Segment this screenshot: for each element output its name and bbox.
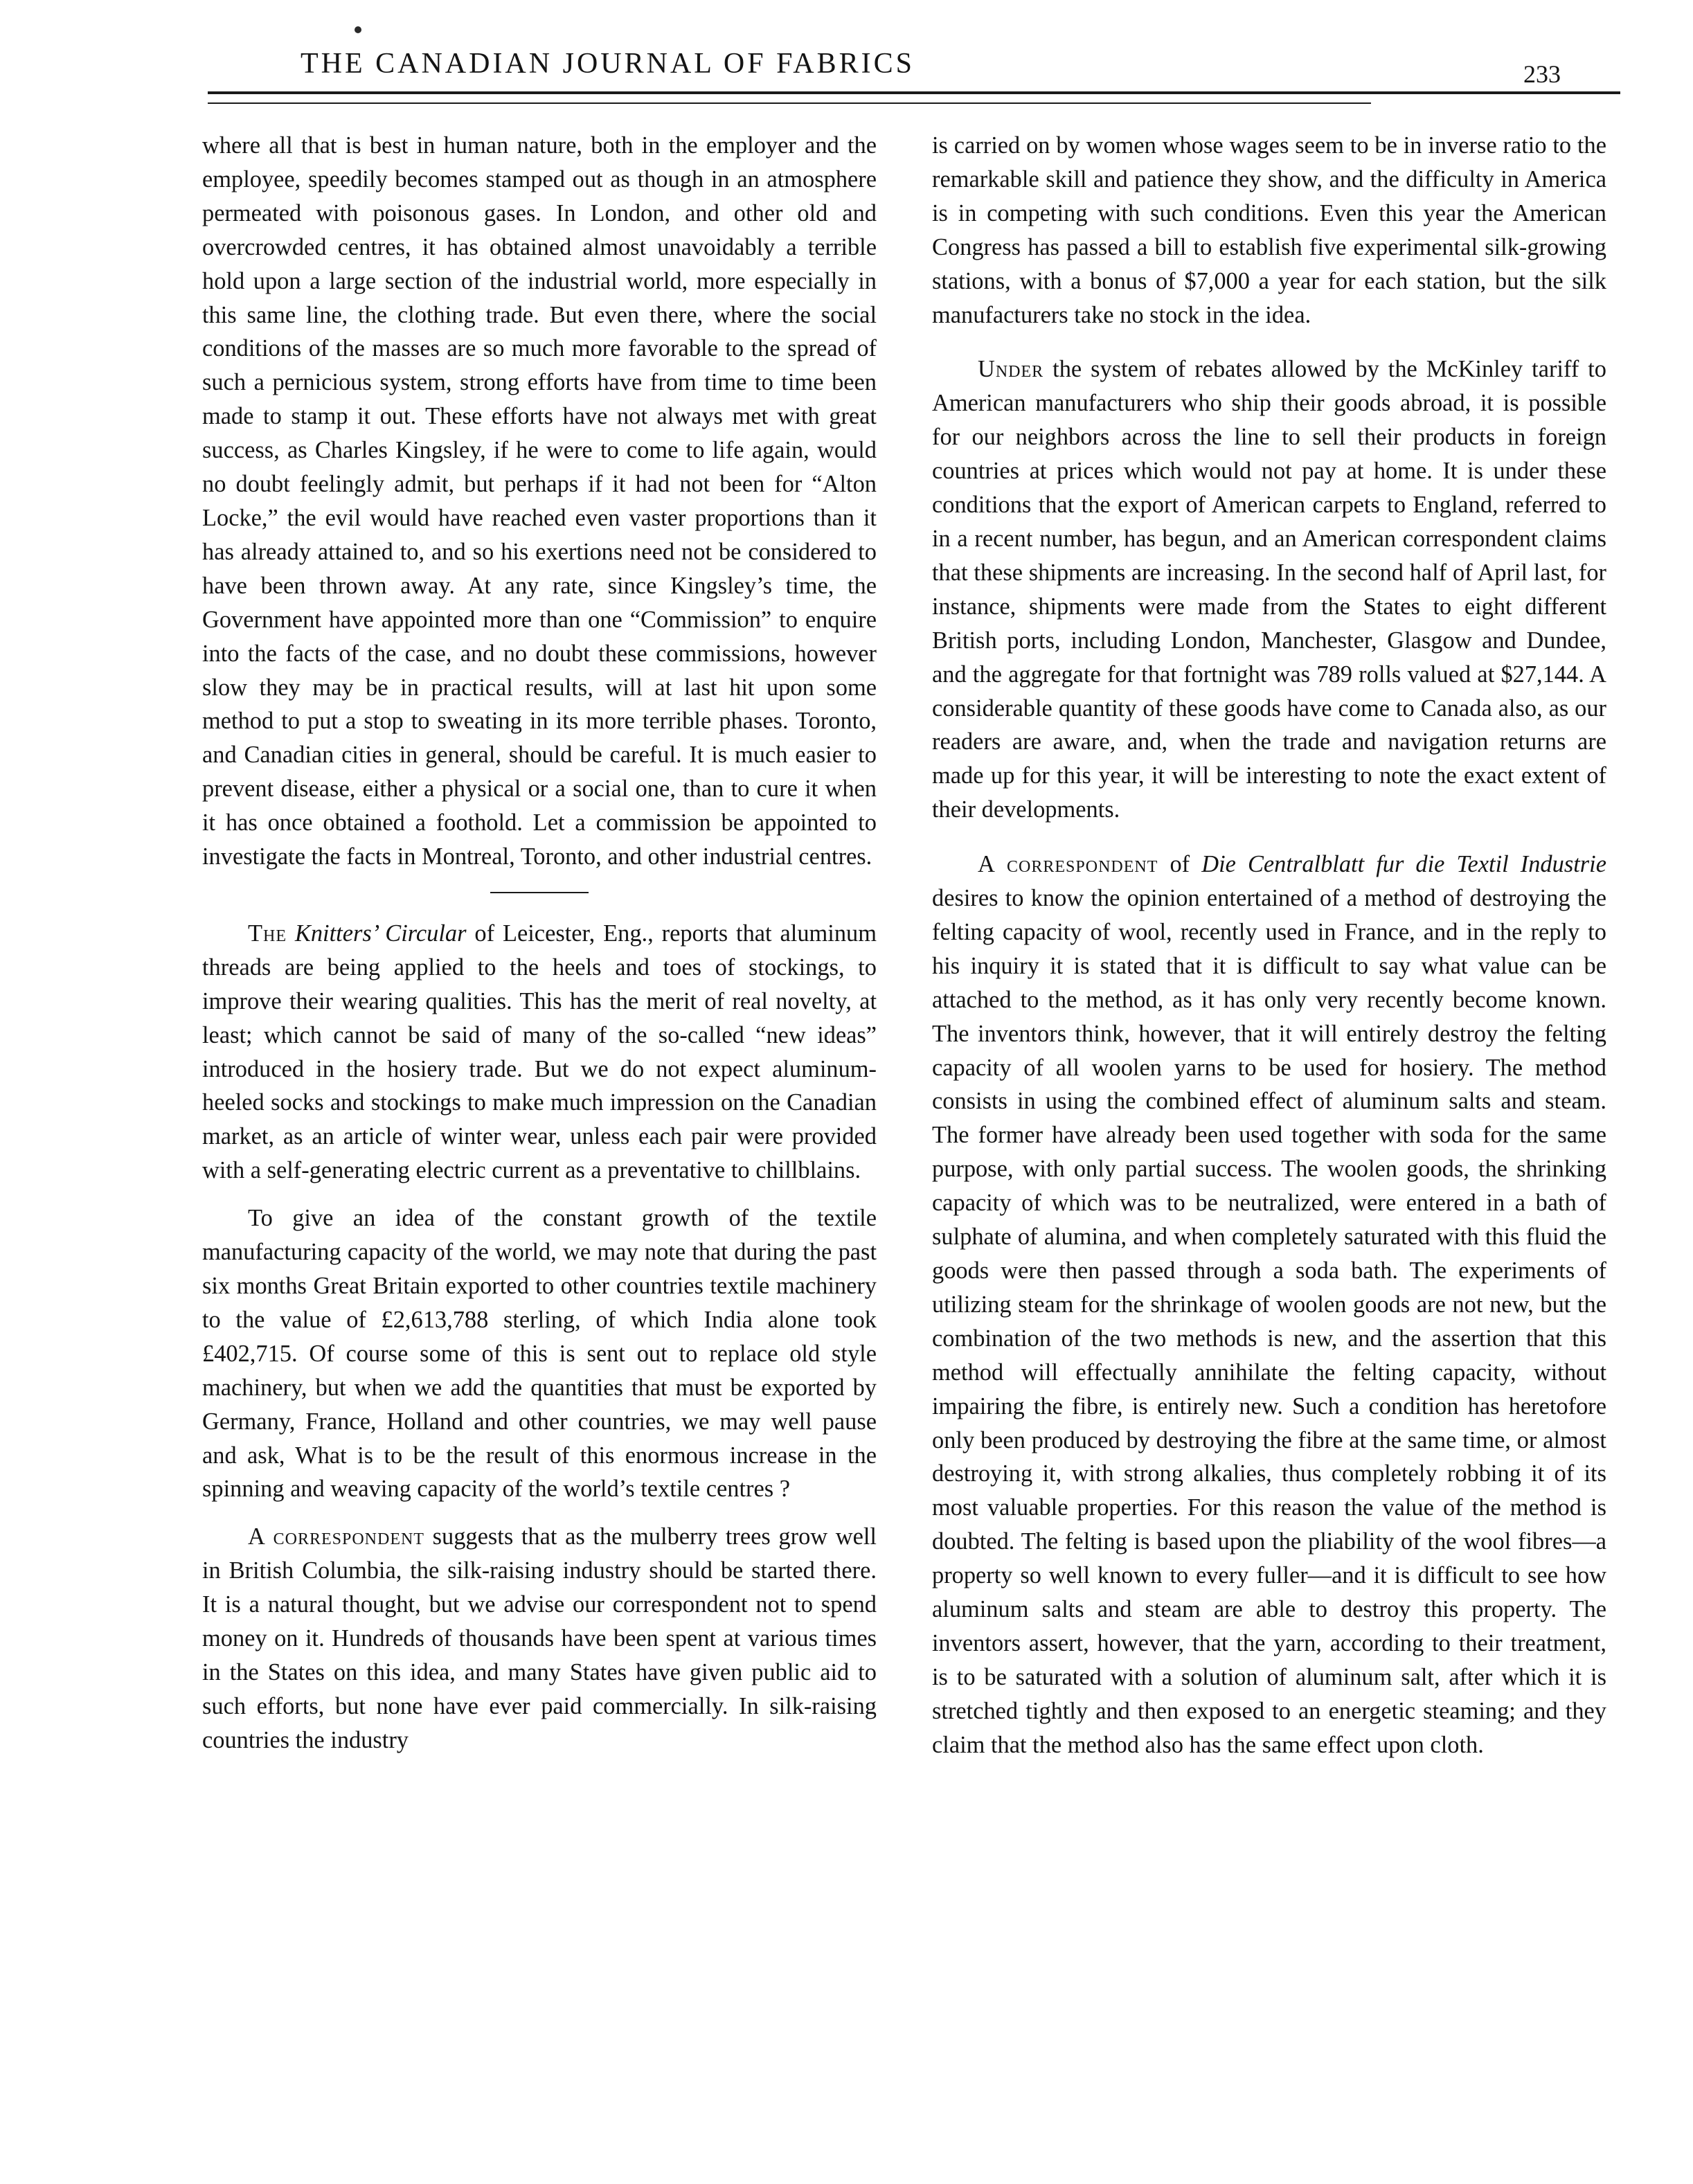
journal-title: THE CANADIAN JOURNAL OF FABRICS xyxy=(300,48,915,80)
section-divider xyxy=(490,892,589,893)
header-rule xyxy=(208,91,1620,94)
lead-word: A correspondent xyxy=(978,851,1158,878)
right-column xyxy=(932,129,1606,1762)
paragraph-knitters-circular xyxy=(202,917,877,1188)
header-rule-thin xyxy=(208,102,1371,104)
left-column xyxy=(202,129,877,1757)
paragraph-felting-method xyxy=(932,848,1606,1762)
paragraph-text: suggests that as the mulberry trees grow well in British Columbia, the silk-raising industry should be started there. It is a natural thought, but we advise our correspondent not to spend money on it. Hundreds of thousands have been spent at various times in the States on this idea, and many States have given public aid to such efforts, but none have ever paid commercially. In silk-raising countries the industry xyxy=(202,1523,877,1753)
paragraph-sweating: where all that is best in human nature, both in the employer and the employee, speedily becomes stamped out as though in an atmosphere permeated with poisonous gases. In London, and other old and overcrowded centres, it has obtained almost unavoidably a terrible hold upon a large section of the industrial world, more especially in this same line, the clothing trade. But even there, where the social conditions of the masses are so much more favorable to the spread of such a pernicious system, strong efforts have from time to time been made to stamp it out. These efforts have not always met with great success, as Charles Kingsley, if he were to come to life again, would no doubt feelingly admit, but perhaps if it had not been for “Alton Locke,” the evil would have reached even vaster proportions than it has already attained to, and so his exertions need not be considered to have been thrown away. At any rate, since Kingsley’s time, the Government have appointed more than one “Commission” to enquire into the facts of the case, and no doubt these commissions, however slow they may be in practical results, will at last hit upon some method to put a stop to sweating in its more terrible phases. Toronto, and Canadian cities in general, should be careful. It is much easier to prevent disease, either a physical or a social one, than to cure it when it has once obtained a foothold. Let a commission be appointed to investigate the facts in Montreal, Toronto, and other industrial centres. xyxy=(202,132,877,870)
publication-title: Die Centralblatt fur die Textil Industrie xyxy=(1201,851,1606,878)
page-number: 233 xyxy=(1523,60,1561,88)
paragraph-textile-growth: To give an idea of the constant growth of the textile manufacturing capacity of the world, we may note that during the past six months Great Britain exported to other countries textile machinery to the value of £2,613,788 sterling, of which India alone took £402,715. Of course some of this is sent out to replace old style machinery, but when we add the quantities that must be exported by Germany, France, Holland and other countries, we may well pause and ask, What is to be the result of this enormous increase in the spinning and weaving capacity of the world’s textile centres ? xyxy=(202,1205,877,1503)
lead-word: A correspondent xyxy=(248,1523,424,1550)
lead-word: The xyxy=(248,920,287,947)
publication-title: Knitters’ Circular xyxy=(294,920,467,947)
paragraph-text: the system of rebates allowed by the McKinley tariff to American manufacturers who ship their goods abroad, it is possible for our neighbors across the line to sell their products in foreign countries at prices which would not pay at home. It is under these conditions that the export of American carpets to England, referred to in a recent number, has begun, and an American correspondent claims that these shipments are increasing. In the second half of April last, for instance, shipments were made from the States to eight different British ports, including London, Manchester, Glasgow and Dundee, and the aggregate for that fortnight was 789 rolls valued at $27,144. A considerable quantity of these goods have come to Canada also, as our readers are aware, and, when the trade and navigation returns are made up for this year, it will be interesting to note the exact extent of their developments. xyxy=(932,356,1606,823)
lead-word: Under xyxy=(978,356,1044,383)
paragraph-text: of Leicester, Eng., reports that aluminum threads are being applied to the heels and toes of stockings, to improve their wearing qualities. This has the merit of real novelty, at least; which cannot be said of many of the so-called “new ideas” introduced in the hosiery trade. But we do not expect aluminum-heeled socks and stockings to make much impression on the Canadian market, as an article of winter wear, unless each pair were provided with a self-generating electric current as a preventative to chillblains. xyxy=(202,920,877,1184)
paragraph-text: desires to know the opinion entertained of a method of destroying the felting capacity of wool, recently used in France, and in the reply to his inquiry it is stated that it is difficult to say what value can be attached to the method, as it has only very recently become known. The inventors think, however, that it will entirely destroy the felting capacity of all woolen yarns to be used for hosiery. The method consists in using the combined effect of aluminum salts and steam. The former have already been used together with soda for the same purpose, with only partial success. The woolen goods, the shrinking capacity of which was to be neutralized, were entered in a bath of sulphate of alumina, and when completely saturated with this fluid the goods were then passed through a soda bath. The experiments of utilizing steam for the shrinkage of woolen goods are not new, but the combination of the two methods is new, and the assertion that this method will effectually annihilate the felting capacity, without impairing the fibre, is entirely new. Such a condition has heretofore only been produced by destroying the fibre at the same time, or almost destroying it, with strong alkalies, thus completely robbing it of its most valuable properties. For this reason the value of the method is doubted. The felting is based upon the pliability of the wool fibres—a property so well known to every fuller—and it is difficult to see how aluminum salts and steam are able to destroy this property. The inventors assert, however, that the yarn, according to their treatment, is to be saturated with a solution of aluminum salt, after which it is stretched tightly and then exposed to an energetic steaming; and they claim that the method also has the same effect upon cloth. xyxy=(932,885,1606,1758)
paragraph-mckinley-tariff xyxy=(932,352,1606,827)
paragraph-silk-continued: is carried on by women whose wages seem to be in inverse ratio to the remarkable skill and patience they show, and the difficulty in America is in competing with such conditions. Even this year the American Congress has passed a bill to establish five experimental silk-growing stations, with a bonus of $7,000 a year for each station, but the silk manufacturers take no stock in the idea. xyxy=(932,132,1606,328)
print-speck xyxy=(355,26,361,33)
connector-word: of xyxy=(1170,851,1190,878)
paragraph-silk-raising xyxy=(202,1520,877,1757)
